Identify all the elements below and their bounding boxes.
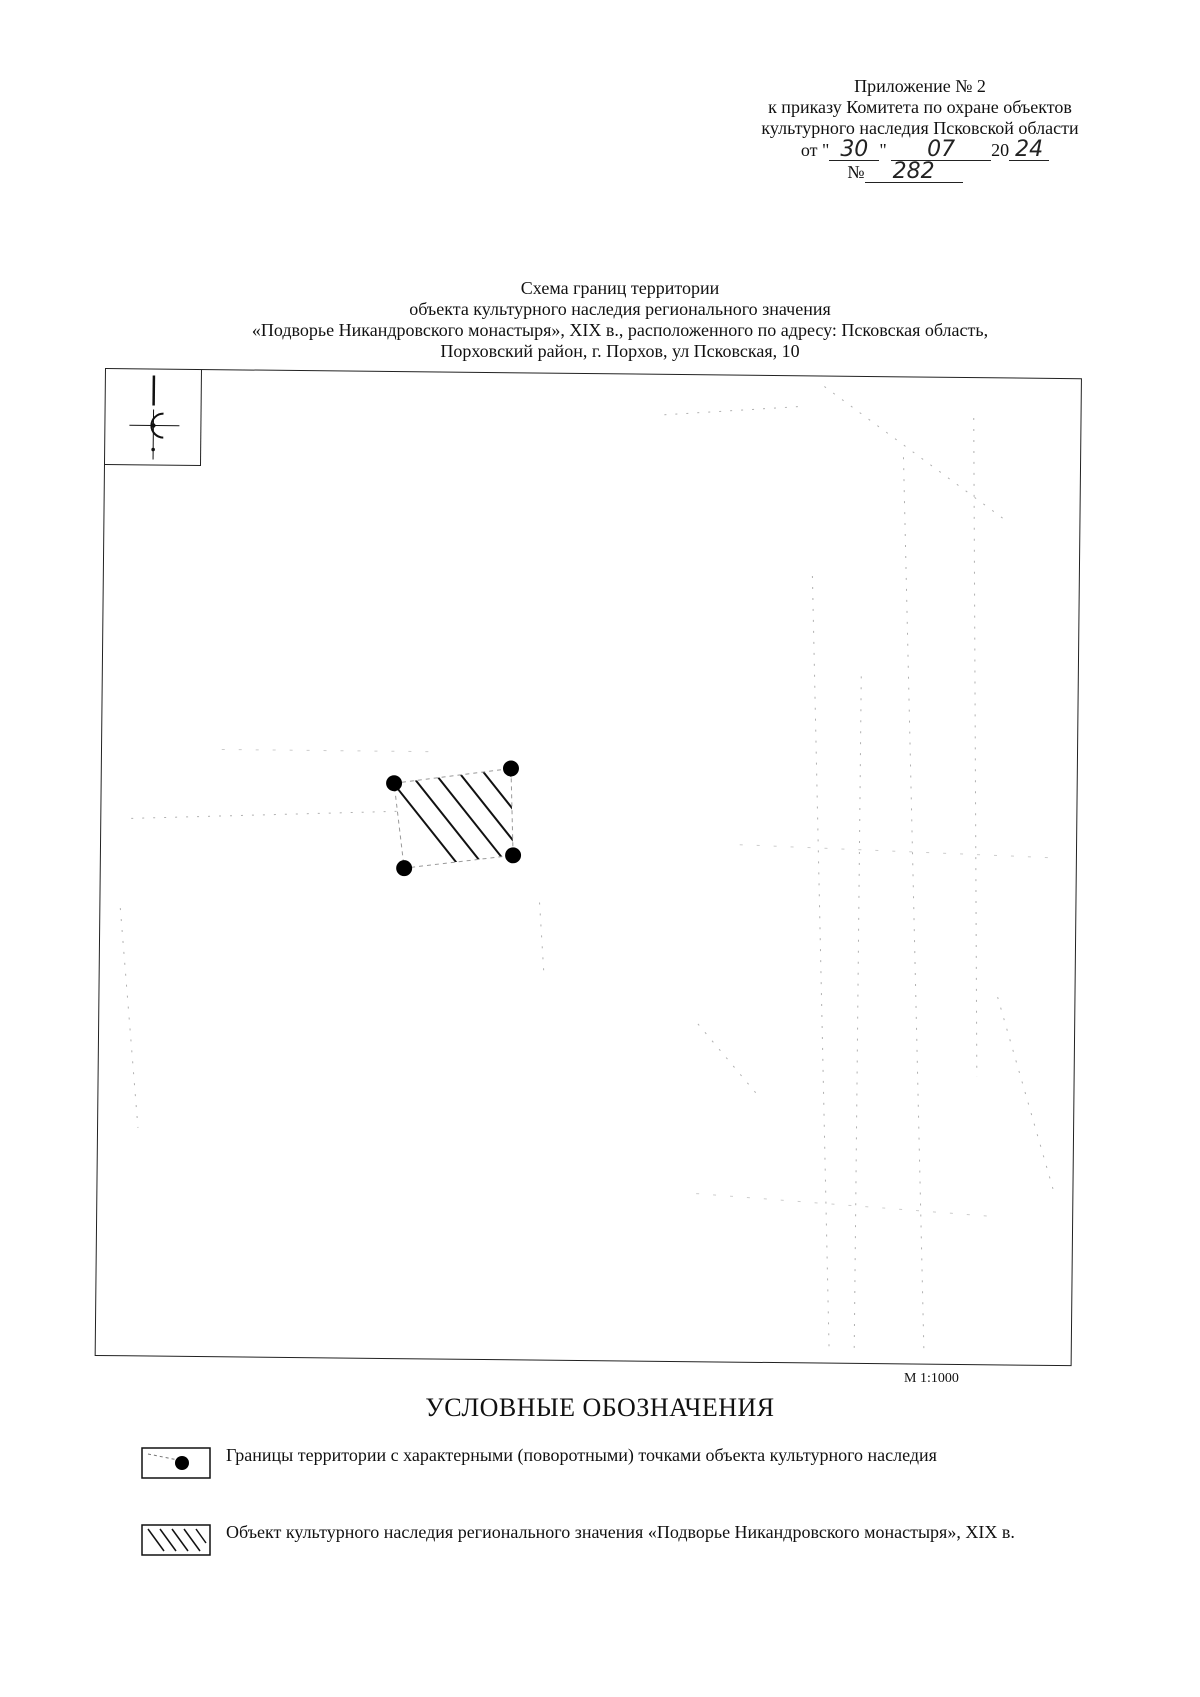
date-day: 30: [829, 139, 879, 161]
heritage-territory-plot: [96, 369, 1081, 1365]
scheme-title: [140, 278, 1100, 362]
title-line-3: «Подворье Никандровского монастыря», XIX в., расположенного по адресу: Псковская область,: [251, 320, 989, 340]
hatch-pattern-icon: [140, 1523, 212, 1557]
legend-text-heritage-object: Объект культурного наследия регионального значения «Подворье Никандровского монастыря», XIX в.: [226, 1522, 1015, 1542]
title-line-2: объекта культурного наследия регионального значения: [409, 299, 831, 319]
legend-title: УСЛОВНЫЕ ОБОЗНАЧЕНИЯ: [425, 1393, 775, 1422]
date-year-prefix: 20: [991, 140, 1010, 160]
turning-point-4: [396, 860, 412, 876]
appendix-header: [700, 76, 1140, 183]
turning-point-3: [505, 847, 521, 863]
legend-text-boundary: Границы территории с характерными (поворотными) точками объекта культурного наследия: [226, 1445, 937, 1465]
turning-point-2: [503, 760, 519, 776]
order-date: [710, 139, 1140, 161]
appendix-line-2: к приказу Комитета по охране объектов: [768, 97, 1072, 117]
title-line-4: Порховский район, г. Порхов, ул Псковская, 10: [440, 341, 800, 361]
map-scale: М 1:1000: [904, 1371, 959, 1386]
appendix-line-3: культурного наследия Псковской области: [761, 118, 1079, 138]
hatched-heritage-object: [350, 731, 631, 894]
territory-map: [95, 368, 1082, 1366]
title-line-1: Схема границ территории: [520, 278, 720, 298]
number-value: 282: [865, 161, 963, 183]
date-prefix: от ": [800, 140, 830, 160]
number-prefix: №: [847, 162, 865, 182]
date-separator: ": [879, 140, 887, 160]
order-number: [670, 161, 1140, 183]
boundary-point-icon: [140, 1446, 212, 1480]
date-month: 07: [891, 139, 991, 161]
turning-point-1: [386, 775, 402, 791]
date-year: 24: [1009, 139, 1049, 161]
appendix-line-1: Приложение № 2: [854, 76, 986, 96]
